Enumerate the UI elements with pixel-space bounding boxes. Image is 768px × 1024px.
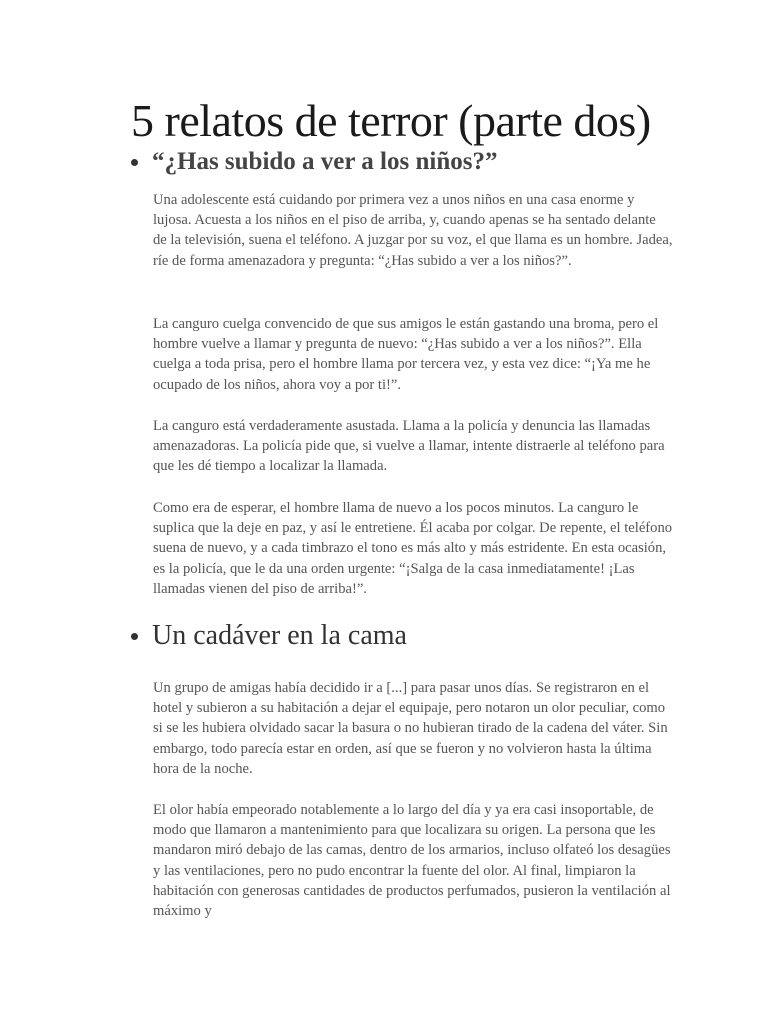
paragraph: La canguro está verdaderamente asustada. Llama a la policía y denuncia las llamadas amenazadoras. La policía pide que, si vuelve a llamar, intente distraerle al teléfono para que les dé tiempo a localizar la llamada. <box>153 418 665 475</box>
paragraph: El olor había empeorado notablemente a lo largo del día y ya era casi insoportable, de modo que llamaron a mantenimiento para que localizara su origen. La persona que les mandaron miró debajo de las camas, dentro de los armarios, incluso olfateó los desagües y las ventilaciones, pero no pudo encontrar la fuente del olor. Al final, limpiaron la habitación con generosas cantidades de productos perfumados, pusieron la ventilación al máximo y <box>153 802 671 920</box>
section-heading-ninos <box>131 148 497 176</box>
page-title: 5 relatos de terror (parte dos) <box>131 95 651 146</box>
paragraph: Como era de esperar, el hombre llama de nuevo a los pocos minutos. La canguro le suplica que la deje en paz, y así le entretiene. Él acaba por colgar. De repente, el teléfono suena de nuevo, y a cada timbrazo el tono es más alto y más estridente. En esta ocasión, es la policía, que le da una orden urgente: “¡Salga de la casa inmediatamente! ¡Las llamadas vienen del piso de arriba!”. <box>153 500 673 597</box>
section-heading-text: Un cadáver en la cama <box>152 620 407 651</box>
paragraph: Una adolescente está cuidando por primera vez a unos niños en una casa enorme y lujosa. Acuesta a los niños en el piso de arriba, y, cuando apenas se ha sentado delante de la televisión, suena el teléfono. A juzgar por su voz, el que llama es un hombre. Jadea, ríe de forma amenazadora y pregunta: “¿Has subido a ver a los niños?”. <box>153 192 673 269</box>
bullet-icon <box>131 633 138 640</box>
paragraph: La canguro cuelga convencido de que sus amigos le están gastando una broma, pero el hombre vuelve a llamar y pregunta de nuevo: “¿Has subido a ver a los niños?”. Ella cuelga a toda prisa, pero el hombre llama por tercera vez, y esta vez dice: “¡Ya me he ocupado de los niños, ahora voy a por ti!”. <box>153 316 659 393</box>
bullet-icon <box>131 159 138 166</box>
paragraph: Un grupo de amigas había decidido ir a [...] para pasar unos días. Se registraron en el hotel y subieron a su habitación a dejar el equipaje, pero notaron un olor peculiar, como si se les hubiera olvidado sacar la basura o no hubieran tirado de la cadena del váter. Sin embargo, todo parecía estar en orden, así que se fueron y no volvieron hasta la última hora de la noche. <box>153 680 668 777</box>
section-heading-cadaver <box>131 620 407 652</box>
section-heading-text: “¿Has subido a ver a los niños?” <box>152 148 498 175</box>
